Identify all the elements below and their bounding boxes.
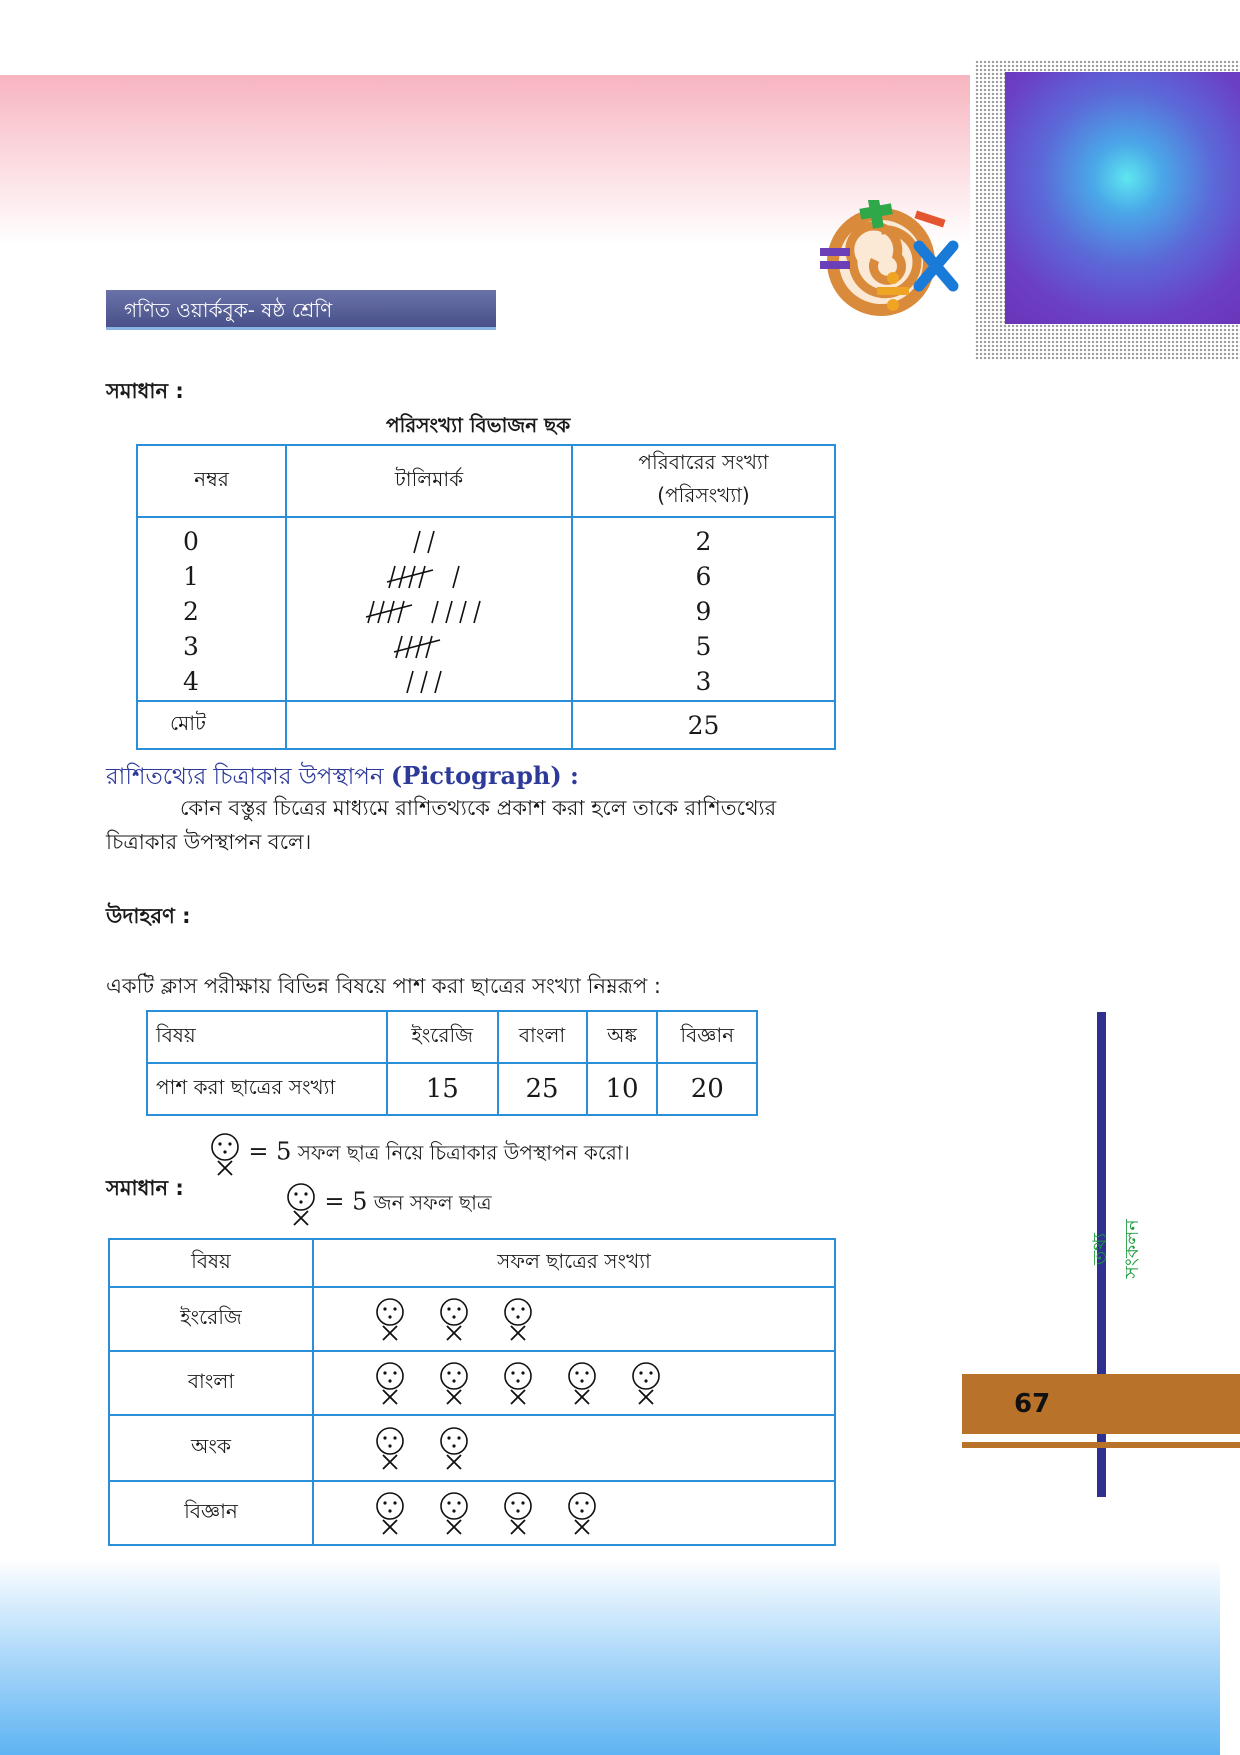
key-prefix: = 5: [324, 1187, 368, 1216]
example-intro: একটি ক্লাস পরীক্ষায় বিভিন্ন বিষয়ে পাশ করা ছাত্রের সংখ্যা নিম্নরূপ :: [106, 974, 661, 998]
example-label: উদাহরণ :: [106, 904, 191, 928]
subject-math: অঙ্ক: [587, 1011, 658, 1063]
number-cell: 4: [183, 667, 199, 696]
pass-count-science: 20: [657, 1063, 757, 1115]
student-icon: [565, 1491, 599, 1535]
student-icon: [437, 1491, 471, 1535]
student-icon: [284, 1191, 318, 1215]
pictograph-subject: বিজ্ঞান: [109, 1481, 313, 1545]
student-icon: [501, 1491, 535, 1535]
student-icon: [373, 1361, 407, 1405]
definition-line-1: কোন বস্তুর চিত্রের মাধ্যমে রাশিতথ্যকে প্রকাশ করা হলে তাকে রাশিতথ্যের: [180, 796, 777, 820]
frequency-distribution-table: [136, 444, 836, 750]
student-icon: [373, 1426, 407, 1470]
subject-science: বিজ্ঞান: [657, 1011, 757, 1063]
student-icon: [501, 1361, 535, 1405]
student-icon: [373, 1297, 407, 1341]
total-tally-empty: [286, 701, 572, 749]
pictograph-table: [108, 1238, 836, 1546]
subjects-pass-table: [146, 1010, 758, 1116]
student-icon: [501, 1297, 535, 1341]
chapter-title: তথ্য সংকলন: [1089, 1219, 1143, 1279]
header-tally: টালিমার্ক: [286, 445, 572, 517]
student-icon: [437, 1426, 471, 1470]
total-value: 25: [572, 701, 835, 749]
number-column: [137, 517, 286, 701]
pass-count-bangla: 25: [498, 1063, 587, 1115]
instruction-text: সফল ছাত্র নিয়ে চিত্রাকার উপস্থাপন করো।: [297, 1140, 630, 1165]
header-frequency-line1: পরিবারের সংখ্যা: [638, 450, 769, 474]
decorative-gradient-box: [1005, 72, 1240, 324]
frequency-cell: 5: [695, 632, 712, 661]
number-cell: 3: [183, 632, 199, 661]
total-label: মোট: [137, 701, 286, 749]
frequency-cell: 2: [695, 527, 712, 556]
tally-mark: [288, 594, 570, 629]
tally-mark: [288, 629, 570, 664]
solution2-label: সমাধান :: [106, 1176, 184, 1200]
student-icon: [629, 1361, 663, 1405]
pass-count-english: 15: [387, 1063, 498, 1115]
header-frequency: [572, 445, 835, 517]
frequency-column: [572, 517, 835, 701]
tally-mark: [288, 664, 570, 699]
key-text: জন সফল ছাত্র: [373, 1190, 492, 1215]
math-symbols-logo: [815, 200, 975, 330]
definition-line-2: চিত্রাকার উপস্থাপন বলে।: [106, 830, 312, 854]
number-cell: 0: [183, 527, 199, 556]
pictograph-header-count: সফল ছাত্রের সংখ্যা: [313, 1239, 835, 1287]
frequency-cell: 3: [695, 667, 712, 696]
tally-mark: [288, 524, 570, 559]
header-number: নম্বর: [137, 445, 286, 517]
student-icon: [208, 1141, 242, 1165]
pass-count-math: 10: [587, 1063, 658, 1115]
pictograph-subject: বাংলা: [109, 1351, 313, 1415]
page-number: 67: [962, 1374, 1240, 1434]
table-caption: পরিসংখ্যা বিভাজন ছক: [386, 413, 571, 437]
bottom-blue-band: [0, 1558, 1220, 1755]
header-frequency-line2: (পরিসংখ্যা): [657, 483, 750, 507]
tally-column: [286, 517, 572, 701]
instruction-line: [208, 1132, 630, 1176]
pictograph-subject: ইংরেজি: [109, 1287, 313, 1351]
number-cell: 1: [183, 562, 199, 591]
pictograph-subject: অংক: [109, 1415, 313, 1481]
student-icon: [437, 1297, 471, 1341]
pictograph-icons-cell: [313, 1415, 835, 1481]
student-icon: [437, 1361, 471, 1405]
pictograph-key: [284, 1182, 492, 1226]
student-icon: [373, 1491, 407, 1535]
subject-bangla: বাংলা: [498, 1011, 587, 1063]
frequency-cell: 6: [695, 562, 712, 591]
pictograph-heading-en: (Pictograph) :: [390, 761, 579, 790]
pass-count-label: পাশ করা ছাত্রের সংখ্যা: [147, 1063, 387, 1115]
instruction-prefix: = 5: [248, 1137, 292, 1166]
pictograph-icons-cell: [313, 1351, 835, 1415]
solution-label: সমাধান :: [106, 379, 184, 403]
subject-english: ইংরেজি: [387, 1011, 498, 1063]
frequency-cell: 9: [695, 597, 712, 626]
number-cell: 2: [183, 597, 199, 626]
pictograph-icons-cell: [313, 1287, 835, 1351]
pictograph-icons-cell: [313, 1481, 835, 1545]
tally-mark: [288, 559, 570, 594]
student-icon: [565, 1361, 599, 1405]
pictograph-header-subject: বিষয়: [109, 1239, 313, 1287]
page-number-underline: [962, 1442, 1240, 1448]
pictograph-heading-bn: রাশিতথ্যের চিত্রাকার উপস্থাপন: [106, 764, 384, 790]
subject-header: বিষয়: [147, 1011, 387, 1063]
workbook-title-bar: গণিত ওয়ার্কবুক- ষষ্ঠ শ্রেণি: [106, 290, 496, 330]
